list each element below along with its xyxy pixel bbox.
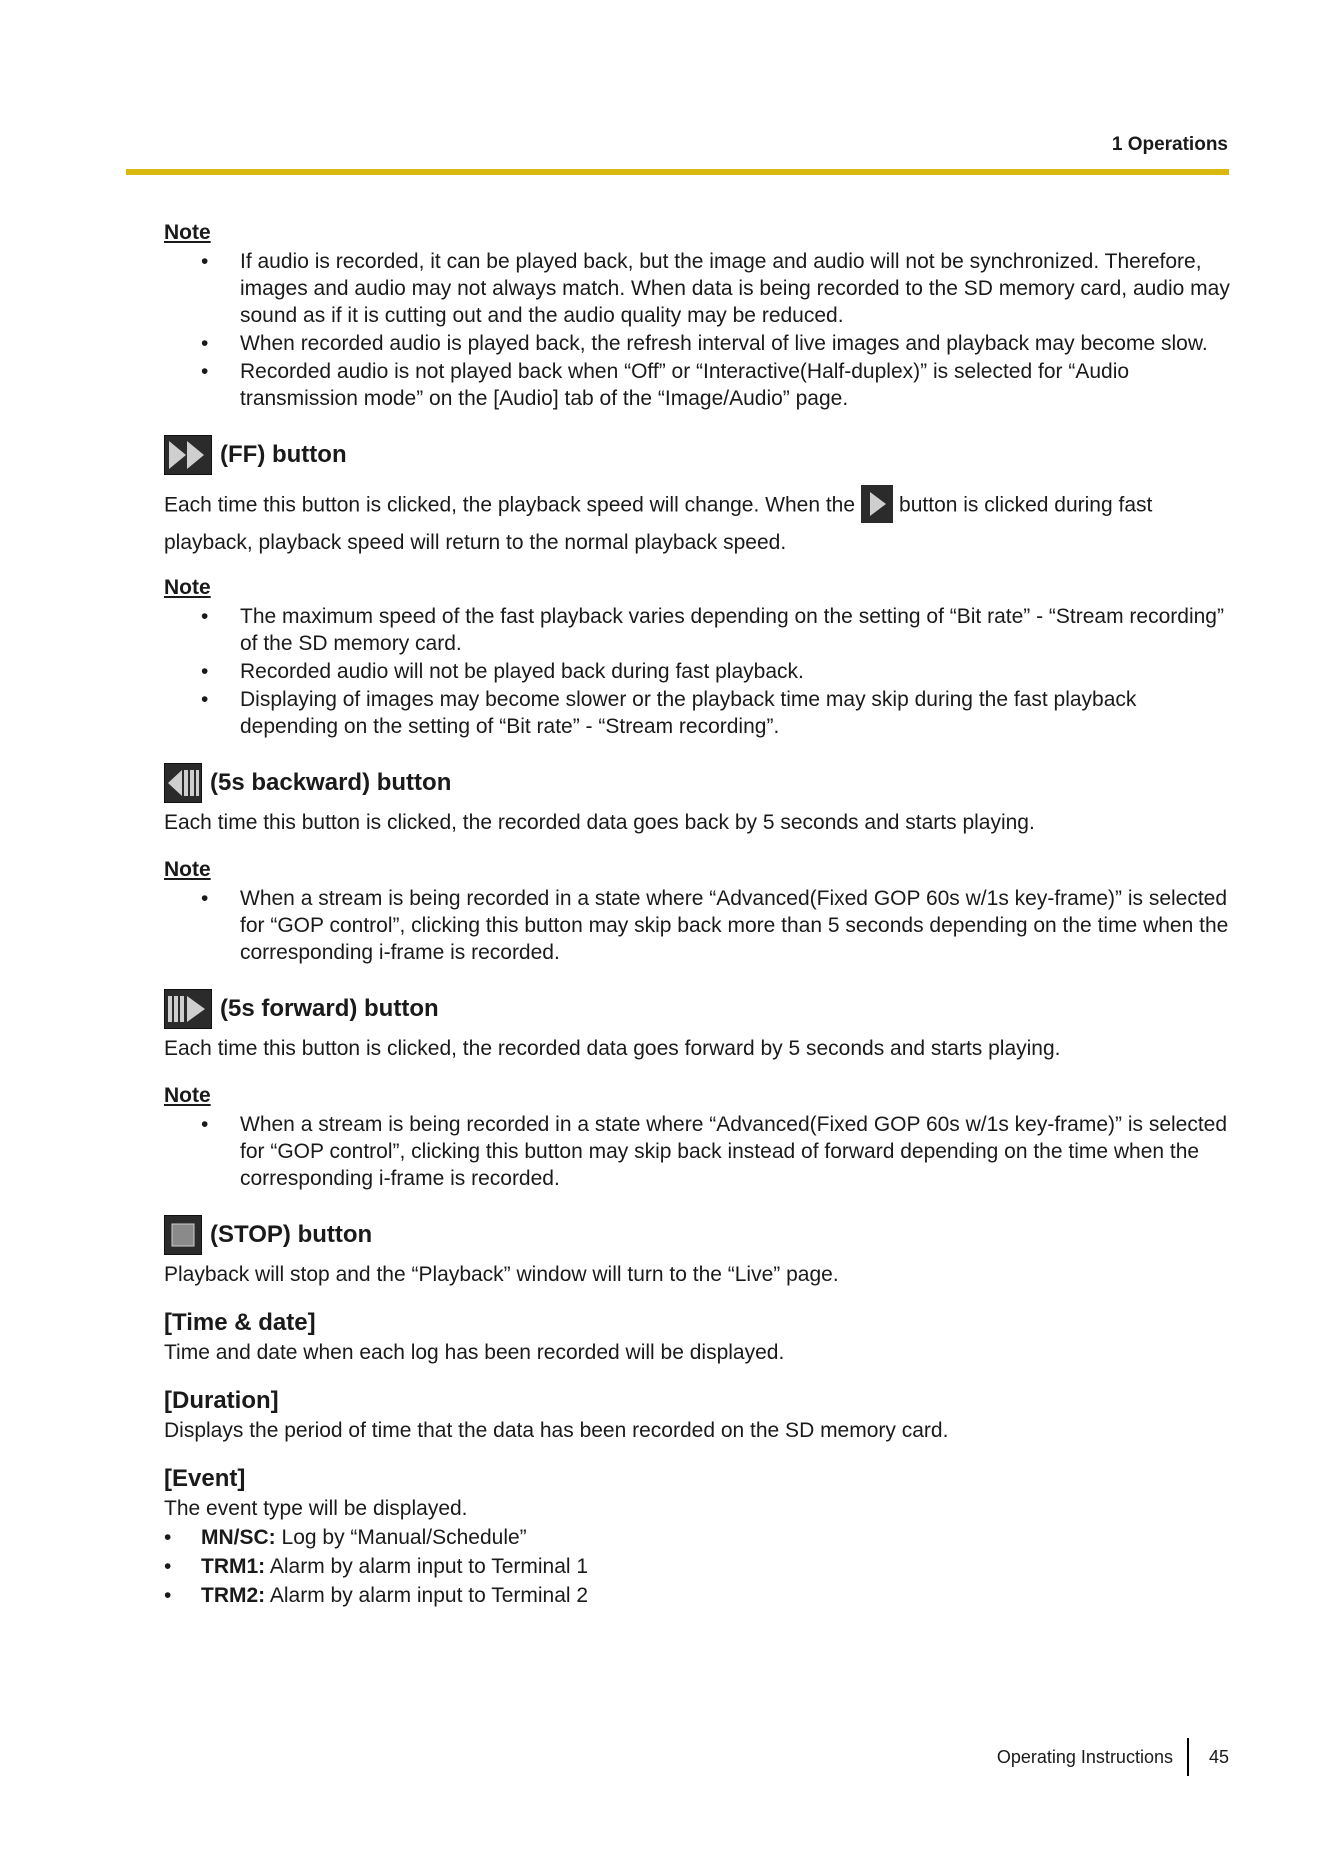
footer-doc-title: Operating Instructions [996,1746,1173,1767]
header-rule [126,169,1229,175]
section-description: Each time this button is clicked, the recorded data goes back by 5 seconds and starts playing. [164,811,1035,834]
list-item: • MN/SC: Log by “Manual/Schedule” [164,1523,1230,1552]
section-5s-forward-button [164,989,1230,1029]
section-description: Each time this button is clicked, the recorded data goes forward by 5 seconds and starts playing. [164,1037,1061,1060]
list-item: • TRM2: Alarm by alarm input to Terminal 2 [164,1581,1230,1610]
section-description: Playback will stop and the “Playback” window will turn to the “Live” page. [164,1263,839,1286]
section-title: (5s backward) button [210,769,452,796]
note-list [164,1111,1230,1192]
note-label: Note [164,576,211,599]
note-label: Note [164,1084,211,1107]
field-description: Time and date when each log has been recorded will be displayed. [164,1341,785,1364]
note-item: • Recorded audio will not be played back during fast playback. [164,658,1230,685]
fast-forward-icon [164,435,212,475]
note-item: • When recorded audio is played back, the refresh interval of live images and playback may become slow. [164,330,1230,357]
list-item: • TRM1: Alarm by alarm input to Terminal 1 [164,1552,1230,1581]
chapter-title: 1 Operations [1111,134,1228,155]
page-footer [997,1738,1229,1776]
note-label: Note [164,858,211,881]
section-description: Each time this button is clicked, the playback speed will change. When the button is clicked during fast playback, playback speed will return to the normal playback speed. [164,487,1230,561]
section-title: (5s forward) button [220,995,439,1022]
note-list [164,885,1230,966]
note-item: • When a stream is being recorded in a state where “Advanced(Fixed GOP 60s w/1s key-frame)” is selected for “GOP control”, clicking this button may skip back more than 5 seconds depending on the time when the corresponding i-frame is recorded. [164,885,1230,966]
skip-back-icon [164,763,202,803]
note-label: Note [164,221,211,244]
note-item: • When a stream is being recorded in a state where “Advanced(Fixed GOP 60s w/1s key-frame)” is selected for “GOP control”, clicking this button may skip back instead of forward depending on the time when the corresponding i-frame is recorded. [164,1111,1230,1192]
section-title: (STOP) button [210,1221,373,1248]
section-5s-backward-button [164,763,1230,803]
event-type-list [164,1523,1230,1610]
page-content [164,218,1230,1610]
play-icon [861,485,893,523]
field-heading-event: [Event] [164,1465,246,1492]
section-title: (FF) button [220,441,347,468]
footer-separator [1187,1738,1189,1776]
note-list [164,603,1230,740]
note-list [164,248,1230,412]
field-heading-time-date: [Time & date] [164,1309,316,1336]
note-item: • Displaying of images may become slower or the playback time may skip during the fast playback depending on the setting of “Bit rate” - “Stream recording”. [164,686,1230,740]
field-description: Displays the period of time that the data has been recorded on the SD memory card. [164,1419,949,1442]
section-stop-button [164,1215,1230,1255]
note-item: • The maximum speed of the fast playback varies depending on the setting of “Bit rate” - “Stream recording” of the SD memory card. [164,603,1230,657]
note-item: • If audio is recorded, it can be played back, but the image and audio will not be synchronized. Therefore, images and audio may not always match. When data is being recorded to the SD memory card, audio may sound as if it is cutting out and the audio quality may be reduced. [164,248,1230,329]
field-description: The event type will be displayed. [164,1497,468,1520]
note-item: • Recorded audio is not played back when “Off” or “Interactive(Half-duplex)” is selected for “Audio transmission mode” on the [Audio] tab of the “Image/Audio” page. [164,358,1230,412]
page-number: 45 [1208,1746,1229,1767]
stop-icon [164,1215,202,1255]
field-heading-duration: [Duration] [164,1387,279,1414]
skip-forward-icon [164,989,212,1029]
section-ff-button [164,435,1230,475]
